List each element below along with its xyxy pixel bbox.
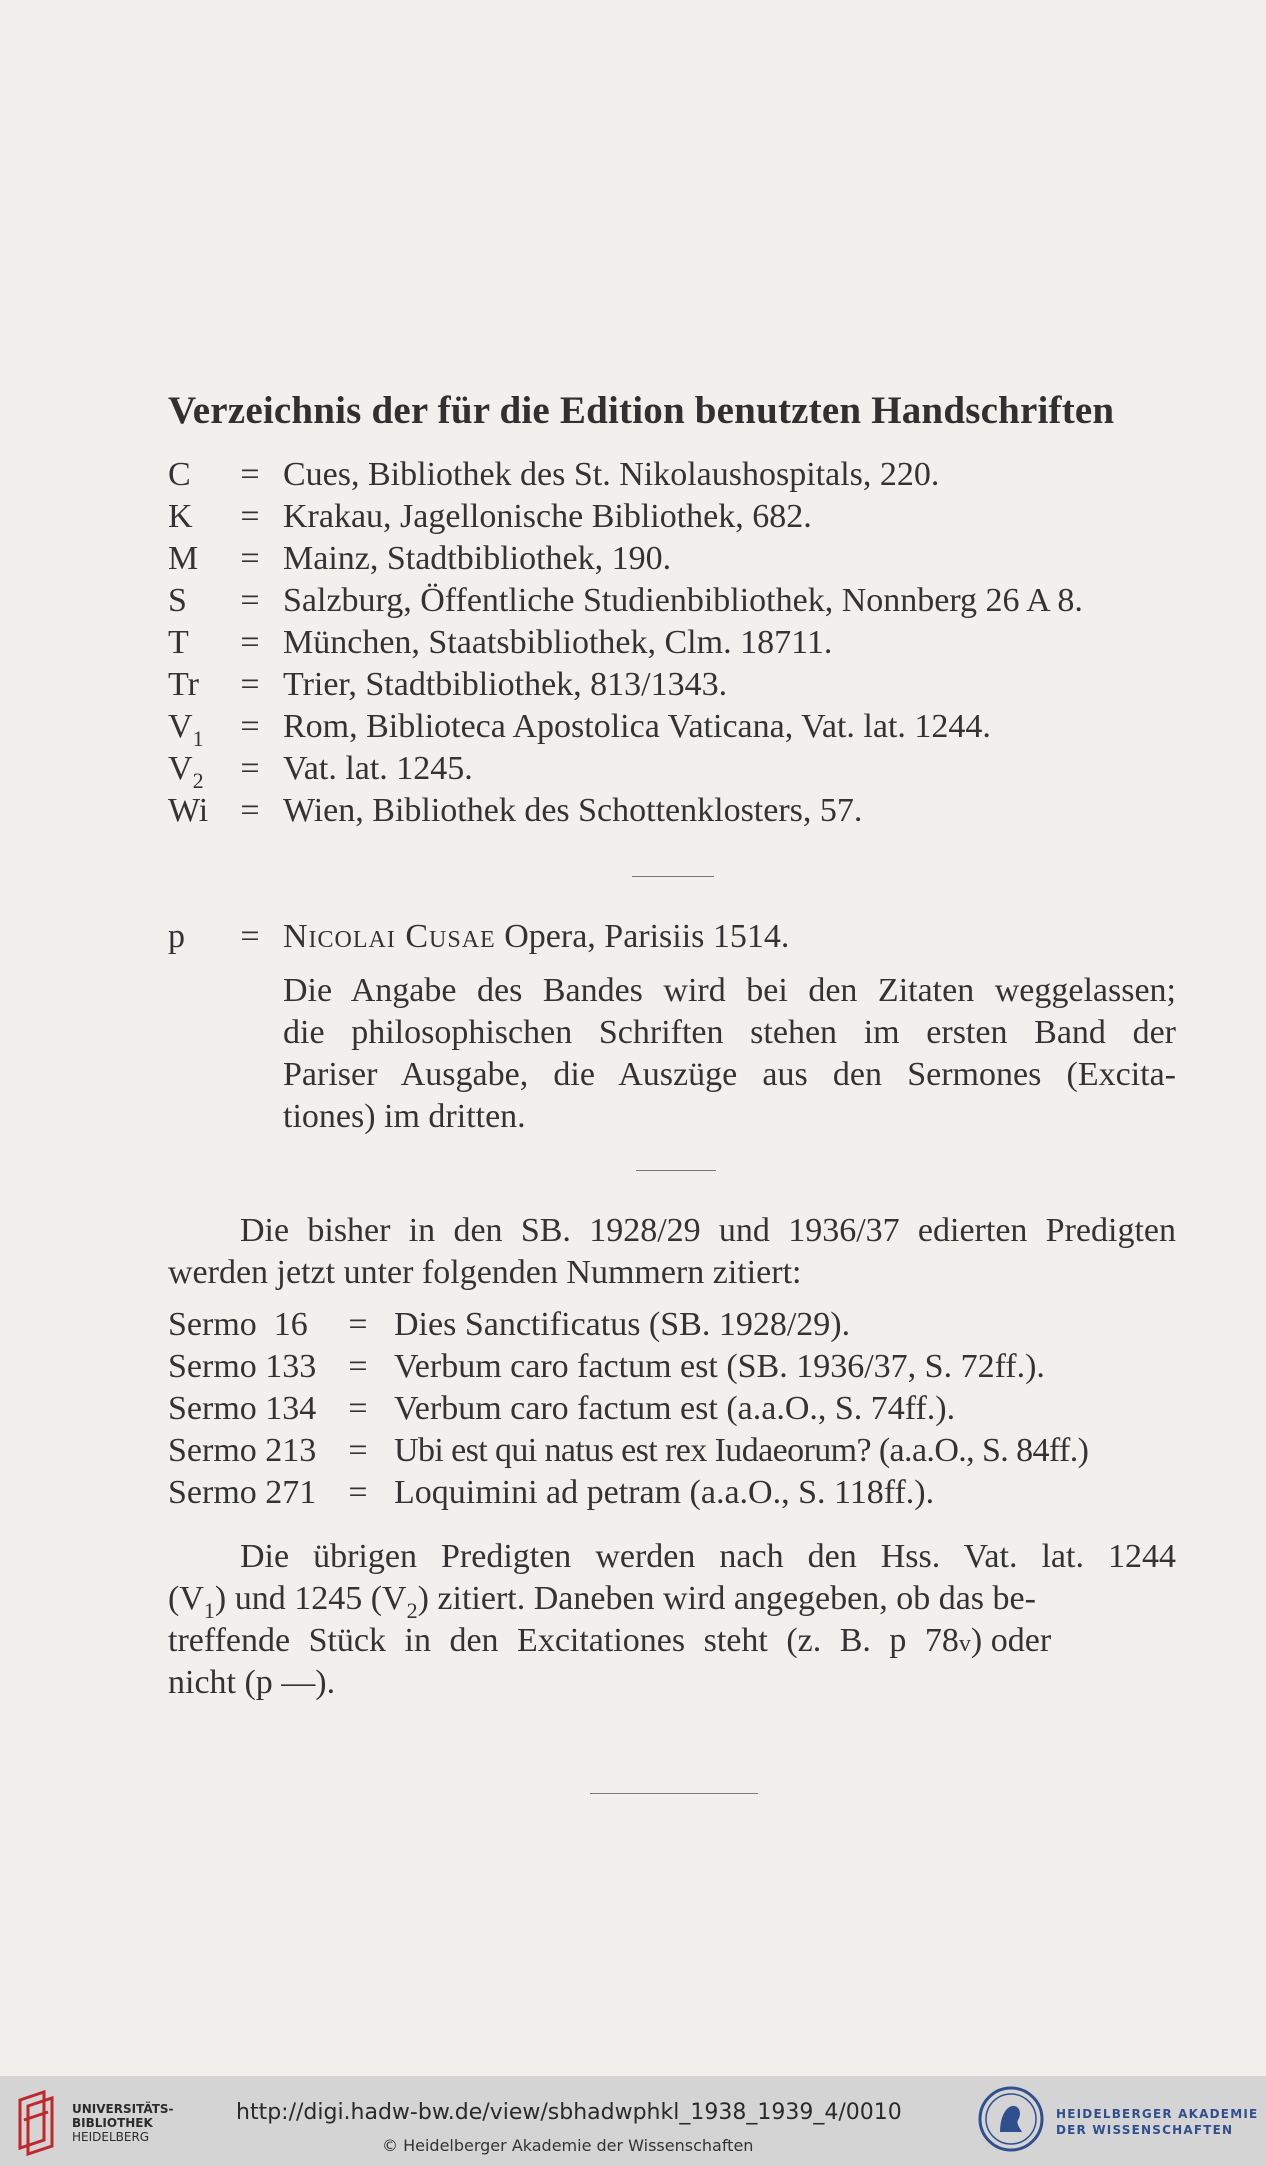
siglum-subscript: 1 — [192, 726, 204, 751]
edition-note-line: Pariser Ausgabe, die Auszüge aus den Sermones (Excita- — [283, 1056, 1176, 1093]
equals-sign: = — [348, 1432, 368, 1469]
footer-bar — [0, 2076, 1266, 2166]
siglum: S — [168, 582, 187, 619]
closing-line: Die übrigen Predigten werden nach den Hss. Vat. lat. 1244 — [240, 1538, 1176, 1575]
siglum: K — [168, 498, 193, 535]
sermon-number: Sermo 133 — [168, 1348, 317, 1385]
academy-seal-icon — [978, 2086, 1044, 2152]
siglum: C — [168, 456, 191, 493]
siglum-description: Krakau, Jagellonische Bibliothek, 682. — [283, 498, 812, 535]
equals-sign: = — [348, 1306, 368, 1343]
sermon-number: Sermo 134 — [168, 1390, 317, 1427]
sermon-description: Ubi est qui natus est rex Iudaeorum? (a.a.O., S. 84ff.) — [394, 1432, 1089, 1469]
equals-sign: = — [240, 582, 260, 619]
sermon-description: Loquimini ad petram (a.a.O., S. 118ff.). — [394, 1474, 935, 1511]
intro-line: Die bisher in den SB. 1928/29 und 1936/37 edierten Predigten — [240, 1212, 1176, 1249]
closing-line: treffende Stück in den Excitationes steht (z. B. p 78v) oder — [168, 1622, 1052, 1659]
sermon-description: Verbum caro factum est (a.a.O., S. 74ff.). — [394, 1390, 956, 1427]
sermon-number: Sermo 16 — [168, 1306, 308, 1343]
edition-siglum: p — [168, 918, 185, 955]
edition-description — [283, 918, 789, 956]
siglum-description: Cues, Bibliothek des St. Nikolaushospitals, 220. — [283, 456, 940, 493]
sermon-description: Verbum caro factum est (SB. 1936/37, S. 72ff.). — [394, 1348, 1045, 1385]
equals-sign: = — [240, 750, 260, 787]
closing-paragraph — [168, 1536, 1176, 1704]
university-library-logo-icon — [14, 2090, 58, 2156]
closing-line: $(V_1)$ und 1245 $(V_2)$ zitiert. Daneben wird angegeben, ob das be- — [168, 1580, 1036, 1623]
section-divider — [636, 1170, 716, 1171]
equals-sign: = — [240, 624, 260, 661]
academy-name: HEIDELBERGER AKADEMIE DER WISSENSCHAFTEN — [1056, 2107, 1259, 2137]
siglum: Tr — [168, 666, 199, 703]
siglum-description: Rom, Biblioteca Apostolica Vaticana, Vat. lat. 1244. — [283, 708, 991, 745]
page-heading: Verzeichnis der für die Edition benutzten Handschriften — [168, 389, 1115, 432]
siglum-description: Salzburg, Öffentliche Studienbibliothek, Nonnberg 26 A 8. — [283, 582, 1083, 619]
intro-line: werden jetzt unter folgenden Nummern zitiert: — [168, 1254, 802, 1291]
equals-sign: = — [348, 1390, 368, 1427]
siglum-description: Trier, Stadtbibliothek, 813/1343. — [283, 666, 728, 703]
edition-title: Opera, Parisiis 1514. — [504, 918, 790, 955]
siglum-description: Wien, Bibliothek des Schottenklosters, 57. — [283, 792, 863, 829]
equals-sign: = — [240, 498, 260, 535]
equals-sign: = — [240, 792, 260, 829]
siglum-description: Vat. lat. 1245. — [283, 750, 473, 787]
equals-sign: = — [240, 540, 260, 577]
equals-sign: = — [240, 666, 260, 703]
edition-note-line: Die Angabe des Bandes wird bei den Zitaten weggelassen; — [283, 972, 1176, 1009]
closing-line: nicht (p —). — [168, 1664, 336, 1701]
siglum: $V_1$ — [168, 708, 204, 751]
siglum: Wi — [168, 792, 209, 829]
siglum-description: München, Staatsbibliothek, Clm. 18711. — [283, 624, 833, 661]
siglum: T — [168, 624, 189, 661]
equals-sign: = — [240, 456, 260, 493]
edition-author: Nicolai Cusae — [283, 918, 496, 955]
copyright-notice: © Heidelberger Akademie der Wissenschaften — [382, 2136, 754, 2155]
equals-sign: = — [240, 708, 260, 745]
intro-paragraph — [168, 1210, 1176, 1294]
page-url-link[interactable]: http://digi.hadw-bw.de/view/sbhadwphkl_1938_1939_4/0010 — [236, 2100, 902, 2125]
university-library-name: UNIVERSITÄTS- BIBLIOTHEK HEIDELBERG — [72, 2102, 174, 2144]
siglum-description: Mainz, Stadtbibliothek, 190. — [283, 540, 672, 577]
sermon-description: Dies Sanctificatus (SB. 1928/29). — [394, 1306, 851, 1343]
edition-note — [283, 970, 1176, 1138]
equals-sign: = — [348, 1348, 368, 1385]
equals-sign: = — [348, 1474, 368, 1511]
siglum-subscript: 2 — [192, 768, 204, 793]
sermon-number: Sermo 271 — [168, 1474, 317, 1511]
edition-note-line: tiones) im dritten. — [283, 1098, 526, 1135]
edition-note-line: die philosophischen Schriften stehen im ersten Band der — [283, 1014, 1176, 1051]
equals-sign: = — [240, 918, 260, 955]
siglum: M — [168, 540, 199, 577]
section-divider — [632, 876, 714, 877]
siglum: $V_2$ — [168, 750, 204, 793]
sermon-number: Sermo 213 — [168, 1432, 317, 1469]
end-rule — [590, 1793, 758, 1794]
